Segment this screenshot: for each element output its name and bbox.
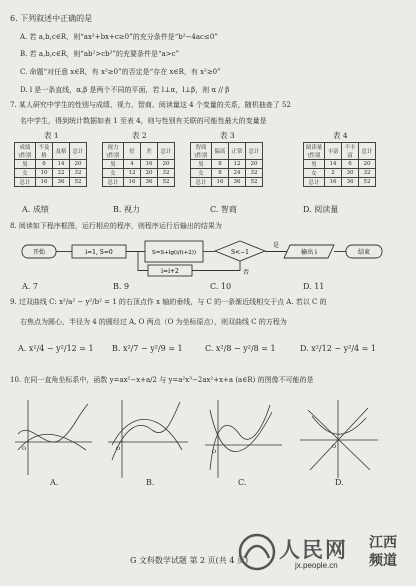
table-cell: 20 [70,160,87,169]
flow-yes-label: 是 [273,242,280,249]
table-cell: 女 [103,169,124,178]
table-header-cell: 丰富 [325,143,342,160]
table-cell: 20 [158,160,175,169]
table-row [191,178,263,187]
table-caption: 表 3 [220,131,235,140]
table-header-cell: 及格 [53,143,70,160]
table-cell: 32 [359,169,376,178]
table-cell: 20 [141,169,158,178]
q10-choice-b: B. [146,478,155,487]
table-cell: 14 [53,160,70,169]
table-cell: 总计 [15,178,36,187]
flow-assign-label: S=S+lg(i/(i+2)) [151,250,197,256]
q6-stem: 6. 下列叙述中正确的是 [10,14,93,23]
table-cell: 32 [70,169,87,178]
watermark-url: jx.people.cn [295,561,338,570]
q8-choice-a: A. 7 [22,282,38,291]
table-cell: 男 [15,160,36,169]
q6-choice-d: D. l 是一条直线，α,β 是两个不同的平面，若 l⊥α，l⊥β，则 α // β [20,86,230,94]
flow-start-label: 开始 [32,249,46,256]
graph-a-origin: O [22,446,27,452]
q9-choice-a: A. x²/4 − y²/12 = 1 [18,344,94,353]
q9-stem-line1: 9. 过双曲线 C: x²/a² − y²/b² = 1 的右顶点作 x 轴的垂线，与 C 的一条渐近线相交于点 A. 若以 C 的 [10,298,327,306]
table-cell: 16 [325,178,342,187]
q7-choice-c: C. 智商 [210,205,237,214]
table-cell: 32 [158,169,175,178]
table-header-cell: 好 [124,143,141,160]
table-cell: 52 [158,178,175,187]
q8-flowchart [0,235,416,295]
table-row [103,160,175,169]
q10-graphs [0,390,416,490]
table-cell: 36 [342,178,359,187]
q6-choice-b: B. 若 a,b,c∈R，则“ab²>cb²”的充要条件是“a>c” [20,50,180,58]
table-cell: 52 [70,178,87,187]
q6-choice-c: C. 命题“对任意 x∈R，有 x²≥0”的否定是“存在 x∈R，有 x²≥0” [20,68,221,76]
table-cell: 男 [304,160,325,169]
table-row [103,169,175,178]
table-cell: 16 [124,178,141,187]
table-cell: 女 [15,169,36,178]
table-caption: 表 1 [44,131,59,140]
q9-choice-c: C. x²/8 − y²/8 = 1 [205,344,276,353]
table-header-cell: 总计 [70,143,87,160]
table-row [191,160,263,169]
table-cell: 10 [36,169,53,178]
table-cell: 20 [359,160,376,169]
q9-choice-d: D. x²/12 − y²/4 = 1 [300,344,376,353]
q7-choice-d: D. 阅读量 [303,205,339,214]
table-cell: 男 [191,160,212,169]
q9-stem-line2: 右焦点为圆心，半径为 4 的圆经过 A, O 两点（O 为坐标原点），则双曲线 C 的方程为 [20,318,287,326]
people-watermark [237,528,409,582]
table-header-cell: 正常 [229,143,246,160]
table-cell: 8 [212,169,229,178]
table-cell: 36 [229,178,246,187]
q10-choice-c: C. [238,478,247,487]
table-cell: 52 [359,178,376,187]
table-cell: 22 [53,169,70,178]
table-cell: 12 [229,160,246,169]
people-logo-icon [237,532,277,572]
graph-c-origin: O [212,449,217,455]
graph-b-origin: O [116,446,121,452]
table-cell: 36 [141,178,158,187]
table-header-cell: 偏高 [212,143,229,160]
stats-table [102,142,175,187]
table-header-cell: 阅读量\性别 [304,143,325,160]
q7-stem-line1: 7. 某人研究中学生的性别与成绩、视力、智商、阅读量这 4 个变量的关系，随机抽查了 52 [10,101,291,109]
table-header-cell: 视力\性别 [103,143,124,160]
table-row [304,160,376,169]
table-cell: 32 [246,169,263,178]
table-row [15,169,87,178]
table-header-cell: 总计 [359,143,376,160]
table-cell: 男 [103,160,124,169]
flow-cond-label: S<−1 [231,249,249,256]
table-caption: 表 4 [333,131,348,140]
q8-choice-d: D. 11 [303,282,325,291]
table-cell: 14 [325,160,342,169]
page-footer: G 文科数学试题 第 2 页(共 4 页) [130,556,249,565]
q8-choice-c: C. 10 [210,282,232,291]
table-header-cell: 总计 [246,143,263,160]
q7-choice-a: A. 成绩 [22,205,49,214]
stats-table [190,142,263,187]
table-cell: 20 [246,160,263,169]
q9-choice-b: B. x²/7 − y²/9 = 1 [112,344,183,353]
flow-no-label: 否 [243,269,250,276]
table-row [304,169,376,178]
graph-b [108,400,188,478]
table-header-cell: 成绩\性别 [15,143,36,160]
table-cell: 女 [304,169,325,178]
table-cell: 2 [325,169,342,178]
table-cell: 总计 [191,178,212,187]
q10-choice-a: A. [50,478,59,487]
graph-c [205,400,282,478]
table-header-cell: 不丰富 [342,143,359,160]
table-cell: 总计 [103,178,124,187]
flow-output-label: 输出 i [301,249,317,256]
q10-choice-d: D. [335,478,344,487]
q7-choice-b: B. 视力 [113,205,140,214]
table-cell: 24 [229,169,246,178]
table-header-cell: 总计 [158,143,175,160]
table-cell: 女 [191,169,212,178]
table-row [15,160,87,169]
table-row [304,178,376,187]
flow-end-label: 结束 [357,249,371,256]
table-cell: 4 [124,160,141,169]
graph-d [300,400,378,478]
table-cell: 总计 [304,178,325,187]
q10-stem: 10. 在同一直角坐标系中，函数 y=ax²−x+a/2 与 y=a²x³−2ax²+x+a (a∈R) 的图像不可能的是 [10,376,314,384]
table-cell: 6 [342,160,359,169]
table-header-cell: 智商\性别 [191,143,212,160]
table-cell: 30 [342,169,359,178]
watermark-brand: 人民网 [279,537,348,562]
table-cell: 16 [212,178,229,187]
q7-stem-line2: 名中学生，得到统计数据如表 1 至表 4，则与性别有关联的可能性最大的变量是 [20,117,267,125]
table-header-cell: 不及格 [36,143,53,160]
q8-choice-b: B. 9 [113,282,130,291]
stats-table [303,142,376,187]
watermark-region1: 江西 [369,535,397,551]
table-cell: 52 [246,178,263,187]
table-row [15,178,87,187]
graph-d-origin: O [332,444,337,450]
flow-increment-label: i=i+2 [161,268,179,275]
table-cell: 8 [212,160,229,169]
table-row [103,178,175,187]
table-cell: 16 [141,160,158,169]
q8-stem: 8. 阅读如下程序框图，运行相应的程序，则程序运行后输出的结果为 [10,222,222,230]
watermark-region2: 频道 [369,553,397,569]
table-cell: 36 [53,178,70,187]
graph-a [15,400,92,475]
table-cell: 6 [36,160,53,169]
table-cell: 16 [36,178,53,187]
q6-choice-a: A. 若 a,b,c∈R，则“ax²+bx+c≥0”的充分条件是“b²−4ac≤0” [20,33,218,41]
table-row [191,169,263,178]
table-caption: 表 2 [132,131,147,140]
flow-init-label: i=1, S=0 [85,249,113,256]
table-header-cell: 差 [141,143,158,160]
table-cell: 12 [124,169,141,178]
stats-table [14,142,87,187]
